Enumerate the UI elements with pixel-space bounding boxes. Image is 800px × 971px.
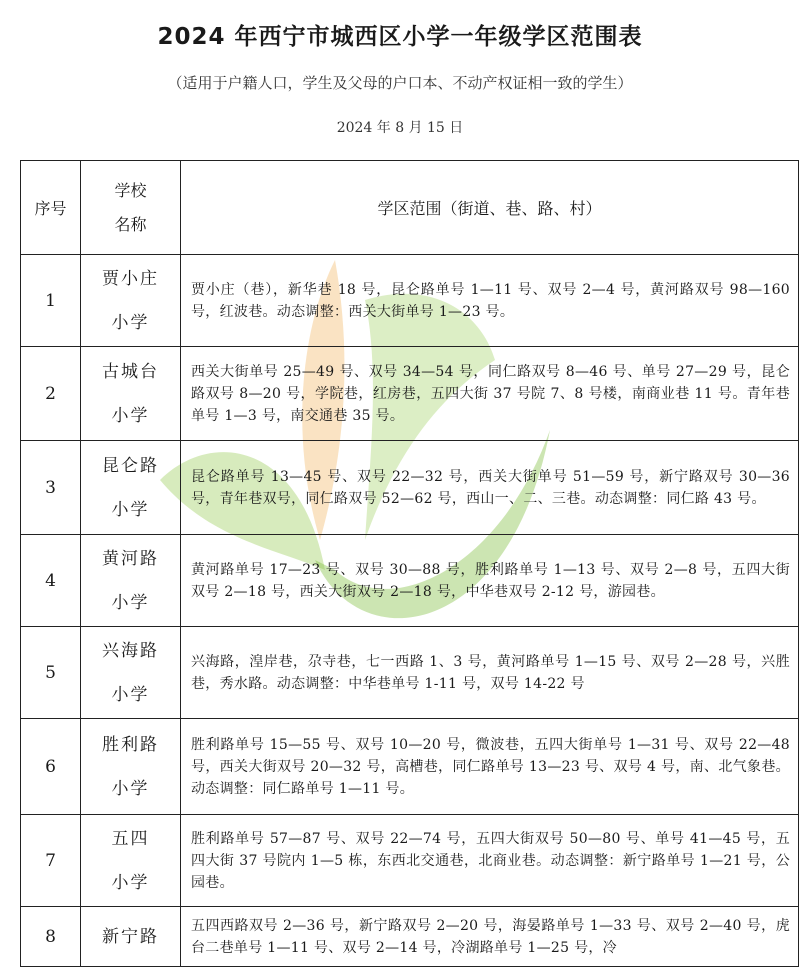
table-row [21,255,799,347]
row-school-name [81,255,181,347]
school-name-line2: 小学 [111,778,150,799]
row-number: 5 [21,627,81,719]
row-school-name [81,907,181,967]
school-name-line1: 古城台 [102,361,159,382]
document-title: 2024 年西宁市城西区小学一年级学区范围表 [157,24,643,50]
row-number: 6 [21,719,81,815]
school-name-line2: 小学 [111,872,150,893]
row-number: 2 [21,347,81,441]
row-school-name [81,441,181,535]
row-district-range: 西关大街单号 25—49 号、双号 34—54 号，同仁路双号 8—46 号、单号 27—29 号，昆仑路双号 8—20 号，学院巷，红房巷，五四大街 37 号院 7、8 号楼，南商业巷 11 号。青年巷单号 1—3 号，南交通巷 35 号。 [181,347,799,441]
row-number: 8 [21,907,81,967]
school-district-table [20,160,799,967]
table-row [21,719,799,815]
table-row [21,907,799,967]
table-row [21,815,799,907]
row-number: 3 [21,441,81,535]
header-number: 序号 [21,161,81,255]
document-date: 2024 年 8 月 15 日 [336,120,464,136]
table-row [21,627,799,719]
row-school-name [81,627,181,719]
school-name-line1: 新宁路 [102,926,159,947]
row-number: 7 [21,815,81,907]
row-district-range: 兴海路，湟岸巷，尕寺巷，七一西路 1、3 号，黄河路单号 1—15 号、双号 2—28 号，兴胜巷，秀水路。动态调整：中华巷单号 1-11 号，双号 14-22 号 [181,627,799,719]
school-name-line2: 小学 [111,592,150,613]
table-row [21,535,799,627]
header-school-name [81,161,181,255]
header-school-line2: 名称 [114,214,147,234]
school-name-line2: 小学 [111,405,150,426]
row-district-range: 胜利路单号 15—55 号、双号 10—20 号，微波巷，五四大街单号 1—31 号、双号 22—48 号，西关大街双号 20—32 号，高槽巷，同仁路单号 13—23 号、双号 4 号，南、北气象巷。动态调整：同仁路单号 1—11 号。 [181,719,799,815]
table-header-row [21,161,799,255]
school-name-line1: 贾小庄 [102,268,159,289]
row-district-range: 贾小庄（巷），新华巷 18 号，昆仑路单号 1—11 号、双号 2—4 号，黄河路双号 98—160 号，红波巷。动态调整：西关大街单号 1—23 号。 [181,255,799,347]
school-name-line1: 黄河路 [102,548,159,569]
row-school-name [81,535,181,627]
school-name-line2: 小学 [111,684,150,705]
row-school-name [81,719,181,815]
school-name-line1: 五四 [111,828,150,849]
row-school-name [81,347,181,441]
school-name-line2: 小学 [111,499,150,520]
row-school-name [81,815,181,907]
header-district-range: 学区范围（街道、巷、路、村） [181,161,799,255]
row-district-range: 黄河路单号 17—23 号、双号 30—88 号，胜利路单号 1—13 号、双号 2—8 号，五四大街双号 2—18 号，西关大街双号 2—18 号，中华巷双号 2-12 号，游园巷。 [181,535,799,627]
table-row [21,441,799,535]
school-name-line1: 昆仑路 [102,455,159,476]
header-school-line1: 学校 [114,180,147,200]
row-district-range: 昆仑路单号 13—45 号、双号 22—32 号，西关大街单号 51—59 号，新宁路双号 30—36 号，青年巷双号，同仁路双号 52—62 号，西山一、二、三巷。动态调整：同仁路 43 号。 [181,441,799,535]
row-number: 4 [21,535,81,627]
school-name-line1: 兴海路 [102,640,159,661]
school-name-line1: 胜利路 [102,734,159,755]
row-number: 1 [21,255,81,347]
row-district-range: 五四西路双号 2—36 号，新宁路双号 2—20 号，海晏路单号 1—33 号、双号 2—40 号，虎台二巷单号 1—11 号、双号 2—14 号，冷湖路单号 1—25 号，冷 [181,907,799,967]
table-row [21,347,799,441]
school-name-line2: 小学 [111,312,150,333]
row-district-range: 胜利路单号 57—87 号、双号 22—74 号，五四大街双号 50—80 号、单号 41—45 号，五四大街 37 号院内 1—5 栋，东西北交通巷，北商业巷。动态调整：新宁路单号 1—21 号，公园巷。 [181,815,799,907]
document-subtitle: （适用于户籍人口，学生及父母的户口本、不动产权证相一致的学生） [167,74,633,92]
